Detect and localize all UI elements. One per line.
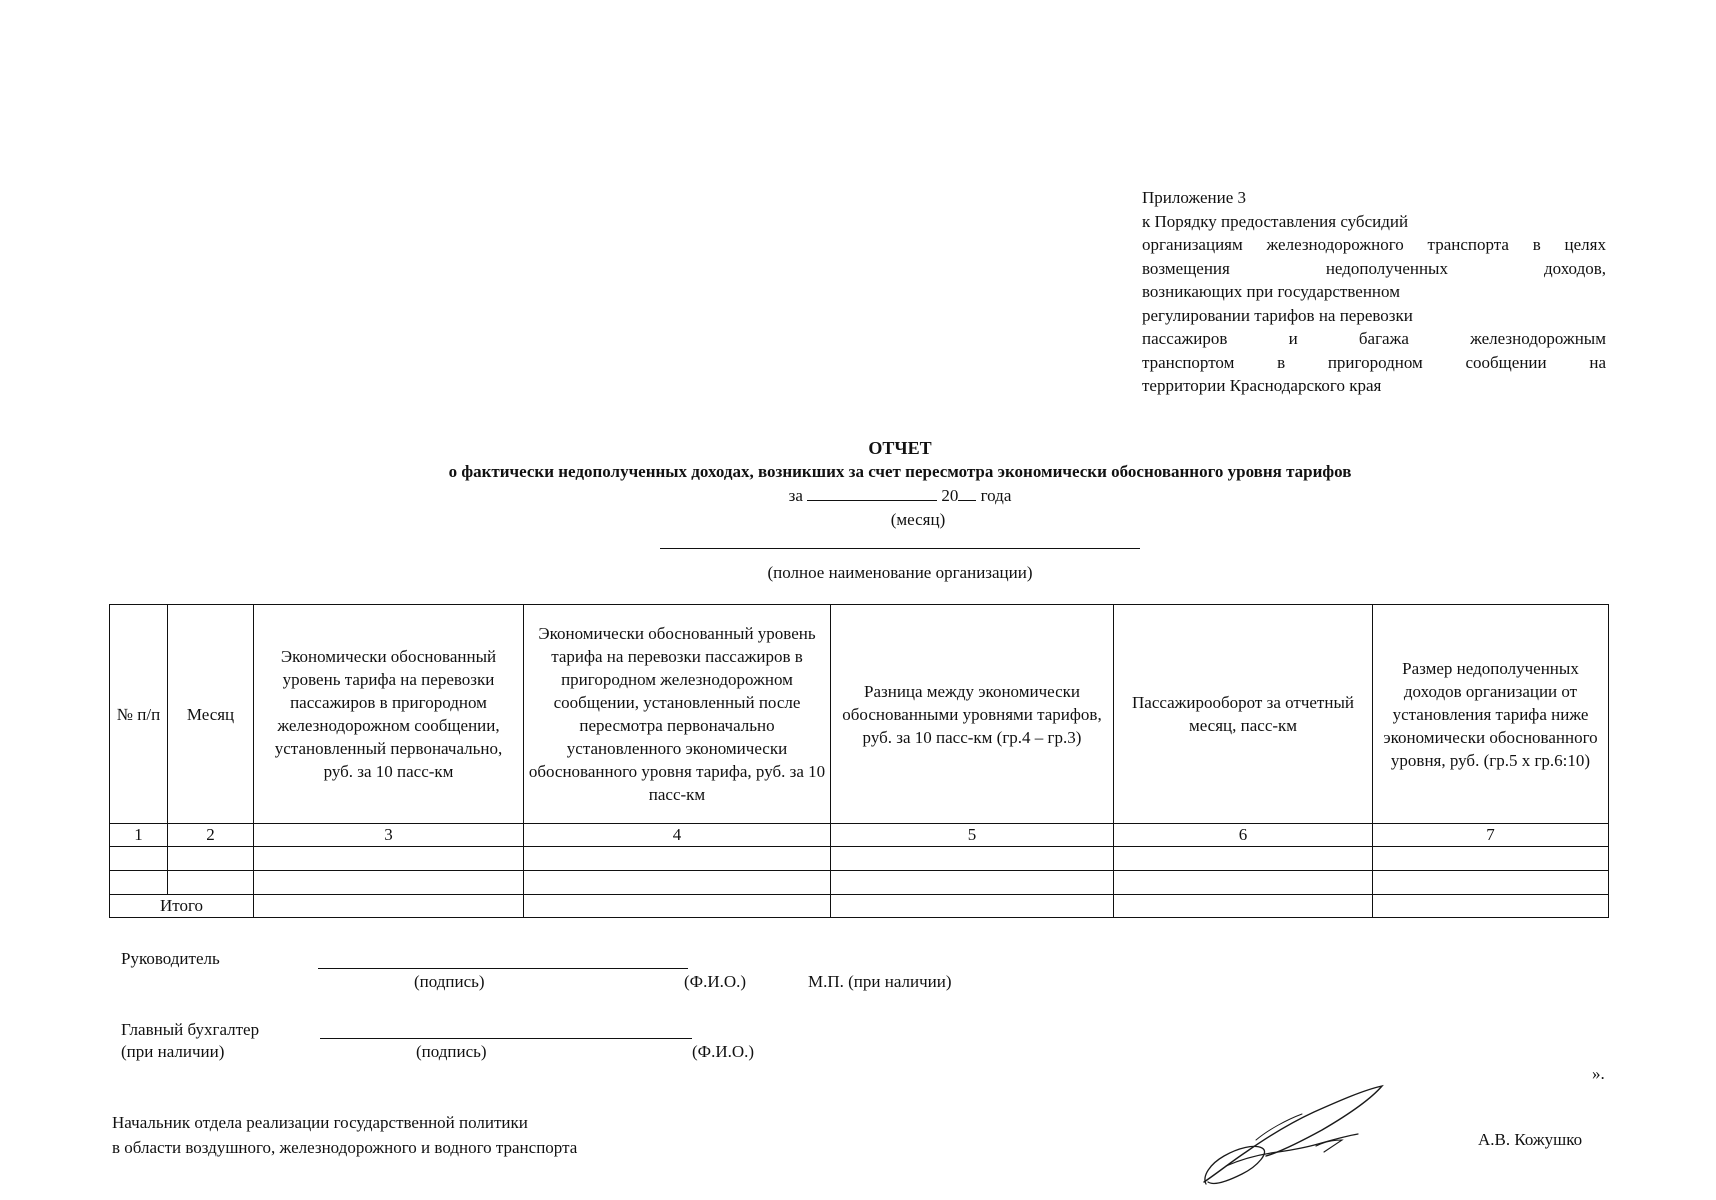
header-cell: Экономически обоснованный уровень тарифа на перевозки пассажиров в пригородном железнодорожном сообщении, установленный после пересмотра первоначально установленного экономически обоснованного уровня тарифа, руб. за 10 пасс-км xyxy=(524,605,831,824)
column-number: 1 xyxy=(110,824,168,847)
column-number: 3 xyxy=(254,824,524,847)
header-cell: Месяц xyxy=(168,605,254,824)
footer-position-line: Начальник отдела реализации государственной политики xyxy=(112,1113,528,1132)
column-number: 5 xyxy=(831,824,1114,847)
table-row xyxy=(110,847,1609,871)
table-cell xyxy=(254,871,524,895)
table-cell xyxy=(831,895,1114,918)
head-fio-caption: (Ф.И.О.) xyxy=(684,972,747,991)
period-year-prefix: 20 xyxy=(941,486,959,505)
annex-line: регулировании тарифов на перевозки xyxy=(1142,305,1413,325)
table-cell xyxy=(110,871,168,895)
table-cell xyxy=(1373,847,1609,871)
table-cell xyxy=(524,895,831,918)
report-period xyxy=(300,484,1500,508)
table-cell xyxy=(831,847,1114,871)
table-cell xyxy=(831,871,1114,895)
total-label: Итого xyxy=(110,895,254,918)
annex-line: территории Краснодарского края xyxy=(1142,376,1382,395)
table-cell xyxy=(254,895,524,918)
closing-quote: ». xyxy=(1592,1064,1605,1083)
column-number: 2 xyxy=(168,824,254,847)
column-number: 6 xyxy=(1114,824,1373,847)
header-cell: Пассажирооборот за отчетный месяц, пасс-км xyxy=(1114,605,1373,824)
stamp-caption: М.П. (при наличии) xyxy=(808,972,952,991)
accountant-signature-caption: (подпись) xyxy=(416,1042,487,1061)
column-number: 4 xyxy=(524,824,831,847)
table-cell xyxy=(1114,895,1373,918)
period-suffix: года xyxy=(980,486,1012,505)
table-header-row xyxy=(110,605,1609,824)
annex-header xyxy=(1142,186,1606,398)
table-cell xyxy=(168,847,254,871)
table-cell xyxy=(1373,895,1609,918)
table-cell xyxy=(168,871,254,895)
column-number-row xyxy=(110,824,1609,847)
header-cell: № п/п xyxy=(110,605,168,824)
year-blank xyxy=(958,486,976,501)
report-table xyxy=(109,604,1609,918)
report-title: ОТЧЕТ xyxy=(868,438,932,458)
annex-line: пассажиров и багажа железнодорожным xyxy=(1142,329,1606,348)
accountant-label: Главный бухгалтер xyxy=(121,1020,260,1039)
annex-line: организациям железнодорожного транспорта в целях xyxy=(1142,235,1606,254)
annex-line: возмещения недополученных доходов, xyxy=(1142,258,1606,278)
report-title-block xyxy=(300,436,1500,532)
footer-name: А.В. Кожушко xyxy=(1478,1130,1583,1149)
table-cell xyxy=(110,847,168,871)
annex-line: Приложение 3 xyxy=(1142,188,1246,207)
table-cell xyxy=(524,871,831,895)
annex-line: возникающих при государственном xyxy=(1142,282,1400,301)
table-cell xyxy=(1114,871,1373,895)
table-cell xyxy=(1373,871,1609,895)
footer-position xyxy=(112,1110,577,1160)
accountant-fio-caption: (Ф.И.О.) xyxy=(692,1042,755,1061)
table-cell xyxy=(1114,847,1373,871)
head-signature-line xyxy=(318,968,688,969)
accountant-signature-line xyxy=(320,1038,692,1039)
month-blank xyxy=(807,486,937,501)
table-row xyxy=(110,871,1609,895)
table-cell xyxy=(524,847,831,871)
header-cell: Размер недополученных доходов организации от установления тарифа ниже экономически обоснованного уровня, руб. (гр.5 х гр.6:10) xyxy=(1373,605,1609,824)
month-caption: (месяц) xyxy=(890,510,946,529)
table-cell xyxy=(254,847,524,871)
annex-line: к Порядку предоставления субсидий xyxy=(1142,211,1409,231)
period-prefix: за xyxy=(788,486,803,505)
column-number: 7 xyxy=(1373,824,1609,847)
total-row xyxy=(110,895,1609,918)
footer-position-line: в области воздушного, железнодорожного и водного транспорта xyxy=(112,1138,578,1157)
header-cell: Разница между экономически обоснованными уровнями тарифов, руб. за 10 пасс-км (гр.4 – гр.3) xyxy=(831,605,1114,824)
org-caption: (полное наименование организации) xyxy=(767,563,1033,582)
report-subtitle: о фактически недополученных доходах, возникших за счет пересмотра экономически обоснованного уровня тарифов xyxy=(448,462,1352,481)
accountant-note: (при наличии) xyxy=(121,1042,225,1061)
head-signature-caption: (подпись) xyxy=(414,972,485,991)
head-label: Руководитель xyxy=(121,949,220,968)
handwritten-signature xyxy=(1196,1082,1396,1192)
header-cell: Экономически обоснованный уровень тарифа на перевозки пассажиров в пригородном железнодорожном сообщении, установленный первоначально, руб. за 10 пасс-км xyxy=(254,605,524,824)
org-name-line xyxy=(660,548,1140,549)
annex-line: транспортом в пригородном сообщении на xyxy=(1142,352,1606,372)
